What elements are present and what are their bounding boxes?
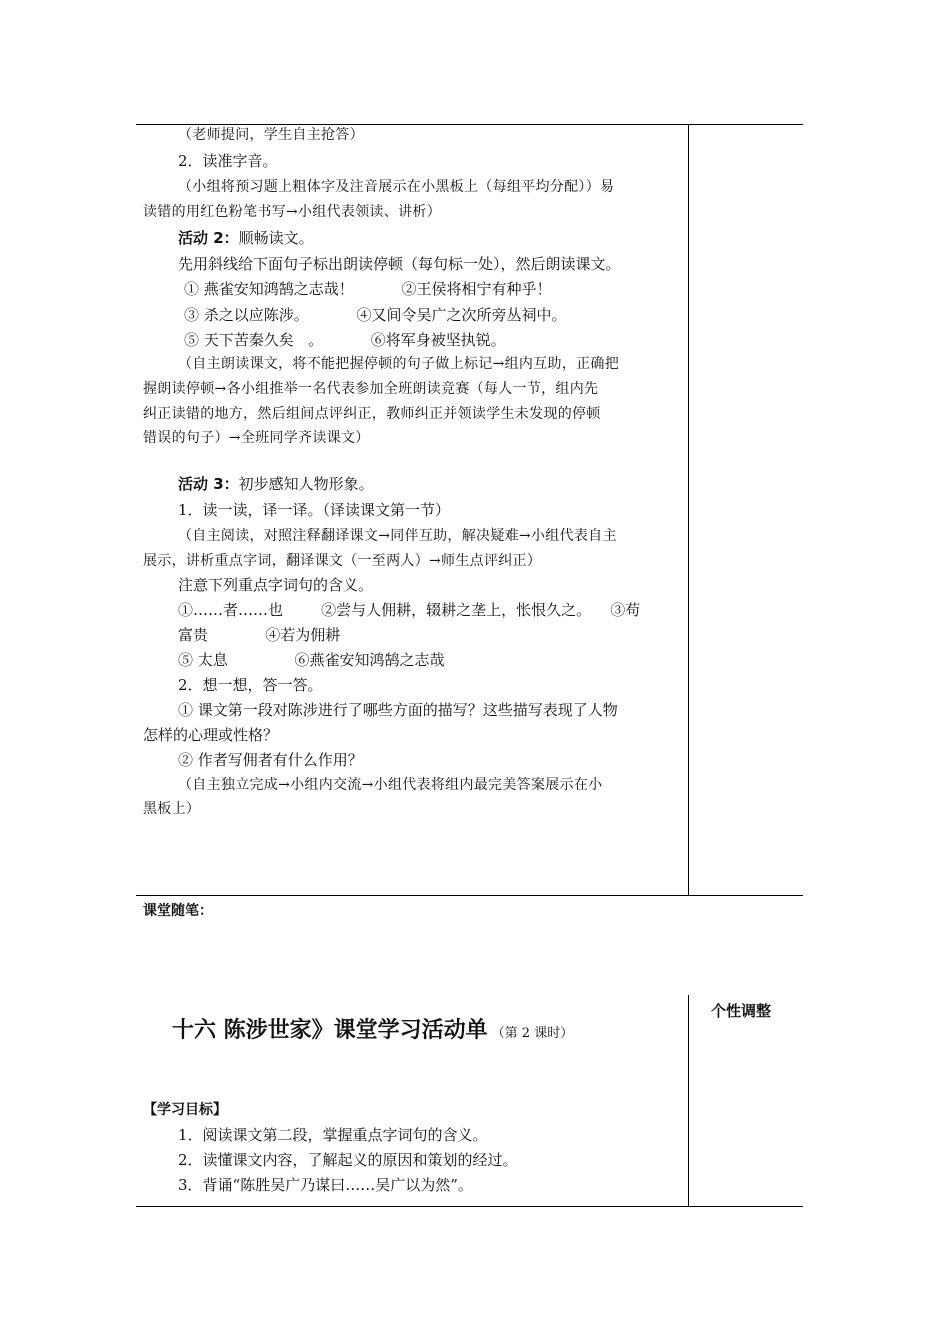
objective-3: 3．背诵“陈胜吴广乃谋曰……吴广以为然”。 — [178, 1176, 473, 1194]
translate-process-note-1: （自主阅读，对照注释翻译课文→同伴互助，解决疑难→小组代表自主 — [178, 528, 617, 544]
activity-2-label: 活动 2： — [178, 229, 239, 247]
key-words-row-3: ⑤ 太息 ⑥燕雀安知鸿鹄之志哉 — [178, 651, 445, 669]
question-1-line-1: ① 课文第一段对陈涉进行了哪些方面的描写？这些描写表现了人物 — [178, 701, 618, 719]
teacher-question-note: （老师提问，学生自主抢答） — [178, 127, 364, 143]
activity-2-heading — [178, 228, 314, 248]
reading-process-note-4: 错误的句子）→全班同学齐读课文） — [143, 430, 370, 446]
pause-sentences-row-3: ⑤ 天下苦秦久矣 。 ⑥将军身被坚执锐。 — [184, 331, 506, 349]
pause-sentences-row-2: ③ 杀之以应陈涉。 ④又间令吴广之次所旁丛祠中。 — [184, 306, 567, 324]
lesson-subtitle: （第 2 课时） — [491, 1026, 574, 1041]
class-notes-label: 课堂随笔： — [143, 903, 213, 919]
pause-sentences-row-1: ① 燕雀安知鸿鹄之志哉！ ②王侯将相宁有种乎！ — [184, 280, 552, 298]
reading-process-note-1: （自主朗读课文，将不能把握停顿的句子做上标记→组内互助，正确把 — [178, 356, 620, 372]
key-words-heading: 注意下列重点字词句的含义。 — [178, 576, 374, 594]
translate-heading: 1．读一读，译一译。（译读课文第一节） — [178, 501, 451, 519]
objective-1: 1．阅读课文第二段，掌握重点字词句的含义。 — [178, 1126, 488, 1144]
key-words-row-2: 富贵 ④若为佣耕 — [178, 626, 341, 644]
answer-process-note-2: 黑板上） — [143, 801, 201, 817]
question-1-line-2: 怎样的心理或性格？ — [143, 726, 279, 744]
think-answer-heading: 2．想一想，答一答。 — [178, 676, 323, 694]
reading-process-note-2: 握朗读停顿→各小组推举一名代表参加全班朗读竞赛（每人一节，组内先 — [143, 381, 599, 397]
reading-process-note-3: 纠正读错的地方，然后组间点评纠正，教师纠正并领读学生未发现的停顿 — [143, 406, 601, 422]
group-pronunciation-note-2: 读错的用红色粉笔书写→小组代表领读、讲析） — [143, 204, 442, 220]
lesson-title-text: 十六 陈涉世家》课堂学习活动单 — [172, 1018, 488, 1043]
table-row-rule — [136, 895, 803, 896]
activity-3-text: 初步感知人物形象。 — [238, 475, 374, 493]
activity-3-heading — [178, 474, 374, 494]
table2-column-divider — [688, 995, 689, 1207]
question-2: ② 作者写佣者有什么作用？ — [178, 751, 363, 769]
lesson-title — [172, 1013, 573, 1044]
table-column-divider — [688, 124, 689, 896]
objectives-heading: 【学习目标】 — [143, 1102, 227, 1118]
objective-2: 2．读懂课文内容，了解起义的原因和策划的经过。 — [178, 1151, 518, 1169]
read-pronunciation-heading: 2．读准字音。 — [178, 152, 278, 170]
table2-bottom-rule — [136, 1206, 803, 1207]
activity-2-instruction: 先用斜线给下面句子标出朗读停顿（每句标一处），然后朗读课文。 — [178, 255, 621, 273]
translate-process-note-2: 展示，讲析重点字词，翻译课文（一至两人）→师生点评纠正） — [143, 553, 542, 569]
answer-process-note-1: （自主独立完成→小组内交流→小组代表将组内最完美答案展示在小 — [178, 777, 603, 793]
personal-adjustment-label: 个性调整 — [711, 1002, 772, 1020]
group-pronunciation-note-1: （小组将预习题上粗体字及注音展示在小黑板上（每组平均分配））易 — [178, 179, 615, 195]
key-words-row-1: ①……者……也 ②尝与人佣耕，辍耕之垄上，怅恨久之。 ③苟 — [178, 601, 641, 619]
activity-2-text: 顺畅读文。 — [238, 229, 314, 247]
activity-3-label: 活动 3： — [178, 475, 239, 493]
